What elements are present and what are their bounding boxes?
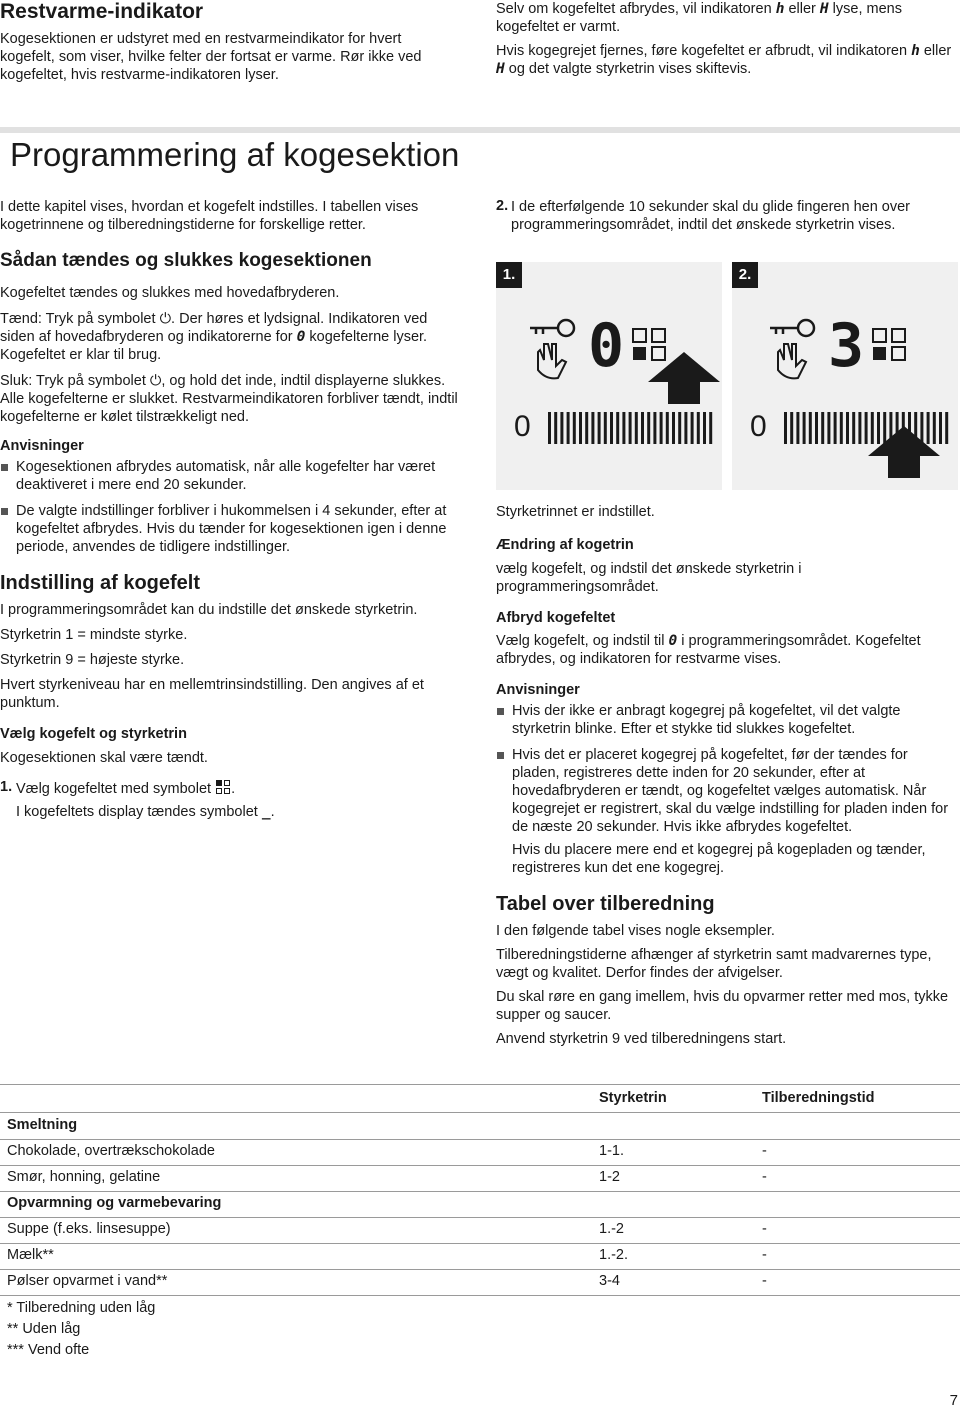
slider-bar: [709, 412, 712, 444]
notes-heading: Anvisninger: [0, 438, 84, 454]
slider-bar: [803, 412, 806, 444]
left-column: [0, 198, 462, 821]
step-1: 1. Vælg kogefeltet med symbolet . I kogefeltets display tændes symbolet _.: [0, 779, 275, 820]
table-text-4: Anvend styrketrin 9 ved tilberedningens start.: [496, 1031, 787, 1047]
slider-bar: [560, 412, 563, 444]
slider-bar: [635, 412, 638, 444]
table-footnotes: * Tilberedning uden låg ** Uden låg *** Vend ofte: [7, 1300, 156, 1358]
slider-bar: [647, 412, 650, 444]
zone-select-icon: [215, 779, 231, 795]
slider-bar: [598, 412, 601, 444]
right-column: [496, 198, 958, 234]
symbol-underscore: _: [261, 804, 271, 820]
panel-label: 2.: [732, 262, 758, 288]
slider-bar: [865, 412, 868, 444]
slider-bar: [573, 412, 576, 444]
panel-label: 1.: [496, 262, 522, 288]
slider-bar: [653, 412, 656, 444]
onoff-text-2: Tænd: Tryk på symbolet ⏻. Der høres et lydsignal. Indikatoren ved siden af hovedafbryderen og indikatorerne for 0 kogefelterne lyser. Kogefeltet er klar til brug.: [0, 311, 428, 363]
intro-text: I dette kapitel vises, hvordan et kogefelt indstilles. I tabellen vises kogetrinnene og tilberedningstiderne for forskellige retter.: [0, 199, 419, 233]
onoff-heading: Sådan tændes og slukkes kogesektionen: [0, 250, 372, 271]
hand-icon: [778, 344, 806, 378]
slider-bar: [858, 412, 861, 444]
residual-heat-note-1: Selv om kogefeltet afbrydes, vil indikatoren h eller H lyse, mens kogefeltet er varmt.: [496, 1, 902, 35]
table-row: Mælk** 1.-2. -: [7, 1247, 767, 1263]
setting-text-2: Styrketrin 1 = mindste styrke.: [0, 627, 188, 643]
symbol-h-large: H: [819, 1, 829, 17]
slider-bar: [920, 412, 923, 444]
slider-bar: [591, 412, 594, 444]
choose-heading: Vælg kogefelt og styrketrin: [0, 726, 187, 742]
stop-heading: Afbryd kogefeltet: [496, 610, 616, 626]
slider-bars: [784, 412, 948, 444]
note-item: De valgte indstillinger forbliver i hukommelsen i 4 sekunder, efter at kogefeltet afbrydes. Hvis du tænder for kogesektionen igen i denne periode, anvendes de tidligere indstillinger.: [0, 502, 462, 556]
slider-bar: [666, 412, 669, 444]
slider-bar: [604, 412, 607, 444]
slider-bar: [554, 412, 557, 444]
notes-heading: Anvisninger: [496, 682, 580, 698]
bullet-icon: [1, 464, 8, 471]
slider-bar: [784, 412, 787, 444]
slider-bar: [939, 412, 942, 444]
digit-display: 0: [588, 311, 625, 381]
bullet-icon: [1, 508, 8, 515]
slider-bar: [815, 412, 818, 444]
slider-bar: [945, 412, 948, 444]
slider-bar: [790, 412, 793, 444]
slider-bar: [877, 412, 880, 444]
slider-bar: [585, 412, 588, 444]
change-text: vælg kogefelt, og indstil det ønskede styrketrin i programmeringsområdet.: [496, 561, 802, 595]
symbol-zero: 0: [668, 633, 678, 649]
table-text-2: Tilberedningstiderne afhænger af styrketrin samt madvarernes type, vægt og kvalitet. Derfor findes der afvigelser.: [496, 947, 932, 981]
display-panel-2: [732, 262, 958, 490]
bullet-icon: [497, 752, 504, 759]
zone-icon: [873, 329, 905, 360]
bullet-icon: [497, 708, 504, 715]
slider-bar: [691, 412, 694, 444]
slider-bar: [641, 412, 644, 444]
section-divider: [0, 127, 960, 133]
symbol-h-small: h: [775, 1, 785, 17]
choose-text: Kogesektionen skal være tændt.: [0, 750, 208, 766]
setting-text-3: Styrketrin 9 = højeste styrke.: [0, 652, 185, 668]
table-row: Chokolade, overtrækschokolade 1-1. -: [7, 1143, 767, 1159]
change-heading: Ændring af kogetrin: [496, 537, 634, 553]
stop-text: Vælg kogefelt, og indstil til 0 i programmeringsområdet. Kogefeltet afbrydes, og indikatoren for restvarme vises.: [496, 633, 921, 667]
slider-bar: [933, 412, 936, 444]
right-column-lower: [496, 503, 958, 1048]
digit-display: 3: [828, 311, 865, 381]
power-icon: ⏻: [159, 311, 172, 327]
key-icon: [530, 320, 574, 336]
display-panel-1: [496, 262, 722, 490]
slider-bar: [567, 412, 570, 444]
residual-heat-title: Restvarme-indikator: [0, 0, 204, 23]
slider-bar: [672, 412, 675, 444]
slider-bar: [660, 412, 663, 444]
symbol-zero: 0: [296, 329, 306, 345]
page-number: 7: [949, 1392, 958, 1409]
slider-zero-label: 0: [750, 410, 767, 443]
slider-bar: [927, 412, 930, 444]
power-icon: ⏻: [149, 373, 162, 389]
table-row: Smør, honning, gelatine 1-2 -: [7, 1169, 767, 1185]
slider-bar: [809, 412, 812, 444]
cooking-table: [0, 1084, 960, 1364]
onoff-text-3: Sluk: Tryk på symbolet ⏻, og hold det inde, indtil displayerne slukkes. Alle kogefelterne er slukket. Restvarmeindikatoren forbliver tændt, indtil kogefelterne er kølet tilstrækkeligt ned.: [0, 373, 458, 425]
table-group-row: Smeltning: [7, 1117, 78, 1133]
slider-bars: [548, 412, 712, 444]
col-level-header: Styrketrin: [599, 1090, 667, 1106]
setting-heading: Indstilling af kogefelt: [0, 572, 201, 594]
symbol-h-small: h: [911, 43, 920, 59]
table-row: Pølser opvarmet i vand** 3-4 -: [7, 1273, 767, 1289]
page-title: Programmering af kogesektion: [10, 136, 460, 173]
col-time-header: Tilberedningstid: [762, 1090, 875, 1106]
slider-bar: [579, 412, 582, 444]
slider-bar: [840, 412, 843, 444]
table-group-row: Opvarmning og varmebevaring: [7, 1195, 222, 1211]
table-text-1: I den følgende tabel vises nogle eksempler.: [496, 923, 775, 939]
table-row: Suppe (f.eks. linsesuppe) 1.-2 -: [7, 1221, 767, 1237]
panel-1-drawing: [496, 262, 722, 490]
slider-bar: [678, 412, 681, 444]
slider-bar: [629, 412, 632, 444]
slider-bar: [834, 412, 837, 444]
residual-heat-note-2: Hvis kogegrejet fjernes, føre kogefeltet er afbrudt, vil indikatoren h eller H og det valgte styrketrin vises skiftevis.: [496, 43, 952, 77]
note-item: Kogesektionen afbrydes automatisk, når alle kogefelter har været deaktiveret i mere end 20 sekunder.: [0, 458, 462, 494]
slider-bar: [616, 412, 619, 444]
slider-bar: [610, 412, 613, 444]
setting-text-4: Hvert styrkeniveau har en mellemtrinsindstilling. Den angives af et punktum.: [0, 677, 424, 711]
note-item: Hvis der ikke er anbragt kogegrej på kogefeltet, vil det valgte styrketrin blinke. Efter et stykke tid slukkes kogefeltet.: [496, 702, 958, 738]
table-rule: [0, 1084, 960, 1085]
table-rule: [0, 1295, 960, 1296]
note-item: Hvis det er placeret kogegrej på kogefeltet, før der tændes for pladen, registreres dette inden for 20 sekunder, efter at hovedafbryderen er tændt, og kogefeltet vælges automatisk. Når kogegrejet er registrert, skal du vælge indstilling for pladen inden for de næste 20 sekunder. Hvis ikke afbrydes kogefeltet. Hvis du placere mere end et kogegrej på kogepladen og tænder, registreres kun det ene kogegrej.: [496, 746, 958, 877]
slider-bar: [697, 412, 700, 444]
slider-bar: [852, 412, 855, 444]
table-text-3: Du skal røre en gang imellem, hvis du opvarmer retter med mos, tykke supper og saucer.: [496, 989, 949, 1023]
slider-bar: [548, 412, 551, 444]
residual-heat-text: Kogesektionen er udstyret med en restvarmeindikator for hvert kogefelt, som viser, hvilke felter der fortsat er varme. Rør ikke ved kogefeltet, hvis restvarme-indikatoren lyser.: [0, 31, 422, 83]
slider-bar: [821, 412, 824, 444]
residual-heat-section: [0, 0, 460, 84]
slider-bar: [827, 412, 830, 444]
table-section-heading: Tabel over tilberedning: [496, 893, 715, 915]
residual-heat-notes: [496, 0, 956, 78]
onoff-text-1: Kogefeltet tændes og slukkes med hovedafbryderen.: [0, 285, 340, 301]
setting-text-1: I programmeringsområdet kan du indstille det ønskede styrketrin.: [0, 602, 418, 618]
slider-bar: [796, 412, 799, 444]
step-2: 2. I de efterfølgende 10 sekunder skal du glide fingeren hen over programmeringsområdet, indtil det ønskede styrketrin vises.: [496, 198, 911, 233]
slider-bar: [846, 412, 849, 444]
hand-icon: [538, 344, 566, 378]
symbol-h-large: H: [496, 61, 505, 77]
slider-bar: [684, 412, 687, 444]
slider-bar: [883, 412, 886, 444]
panel-2-drawing: [732, 262, 958, 490]
slider-bar: [703, 412, 706, 444]
slider-zero-label: 0: [514, 410, 531, 443]
panel-caption: Styrketrinnet er indstillet.: [496, 504, 655, 520]
table-header: [0, 1086, 960, 1112]
zone-icon: [633, 329, 665, 360]
slider-bar: [871, 412, 874, 444]
slider-bar: [622, 412, 625, 444]
key-icon: [770, 320, 814, 336]
